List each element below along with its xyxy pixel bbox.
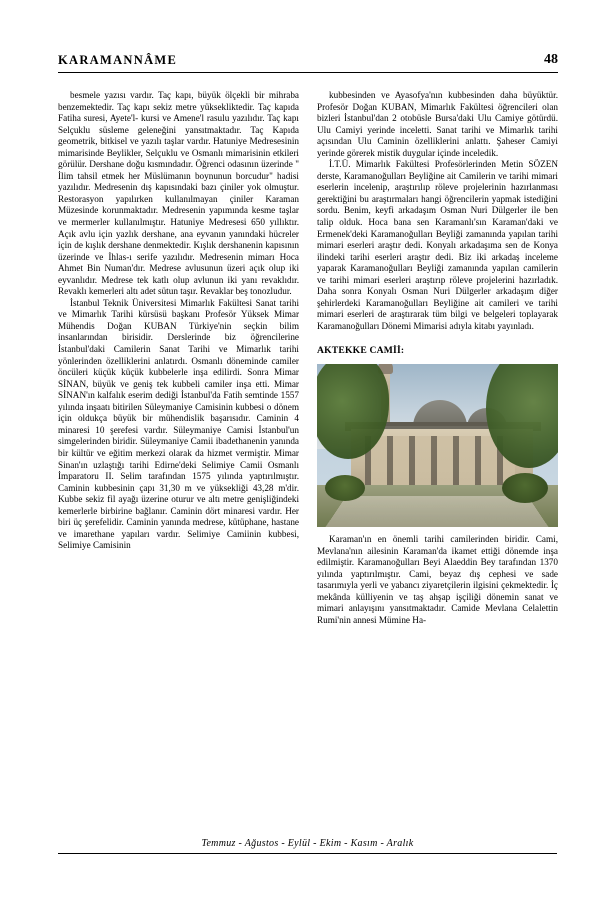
photo-bush-right xyxy=(502,473,548,503)
section-heading-aktekke-camii: AKTEKKE CAMİİ: xyxy=(317,345,405,357)
two-column-body xyxy=(58,90,558,626)
paragraph: İ.T.Ü. Mimarlık Fakültesi Profesörlerinden Metin SÖZEN derste, Karamanoğulları Beyliğine ait Camilerin ve tarihi mimari eserlerin incelenip, araştırılıp röleve projelerinin hazırlanması gerektiğini bu araştırmaları hangi öğrencilerin yapmak istediğini sordu. Benim, keyfi arkadaşım Osman Nuri Dülgerler ile ben talip olduk. Hoca bana sen Karamanlı'sın Karaman'daki ve Ermenek'deki Karamanoğulları Beyliği zamanında yapılan tarihi mimari eserleri araştır dedi. Konyalı arkadaşıma sen de Konya ilindeki tarihi eserleri araştır dedi. Biz iki arkadaş inceleme yaparak Karamanoğulları Beyliği zamanında yapılan camilerin ve tarihi mimari eserleri araştırıp röleve projelerini hazırladık. Daha sonra Konyalı Osman Nuri Dülgerler arkadaşım diğer şehirlerdeki Karamanoğulları Beyliğine ait camileri ve tarihi mimari eserleri de araştırarak tüm bilgi ve belgeleri toplayarak Karamanoğulları Dönemi Mimarisi adıyla kitabı yayınladı. xyxy=(317,159,558,331)
right-column xyxy=(317,90,558,626)
page-content xyxy=(58,52,558,858)
photo-bush-left xyxy=(325,475,365,501)
footer-text: Temmuz - Ağustos - Eylül - Ekim - Kasım - Aralık xyxy=(201,838,414,849)
left-column xyxy=(58,90,299,626)
paragraph: kubbesinden ve Ayasofya'nın kubbesinden daha büyüktür. Profesör Doğan KUBAN, Mimarlık Fakültesi öğrencileri olan bizleri İstanbul'dan 2 otobüsle Bursa'daki Ulu Camiye götürdü. Ulu Camiyi yerinde inceletti. Sanat tarihi ve Mimarlık tarihi açısından Ulu Caminin özelliklerini anlattı. Şaheser Camiyi yerinde görerek mistik duygular içinde inceledik. xyxy=(317,90,558,158)
page-header xyxy=(58,52,558,73)
paragraph: Karaman'ın en önemli tarihi camilerinden biridir. Cami, Mevlana'nın ailesinin Karaman'da ikamet ettiği dönemde inşa edilmiştir. Karamanoğulları Beyi Alaeddin Bey tarafından 1370 yılında yaptırılmıştır. Cami, beyaz dış cephesi ve sade tasarımıyla yerli ve yabancı ziyaretçilerin ilgisini çekmektedir. İç mekânda külliyenin ve taş ahşap işçiliği dönemin sanat ve mimari anlayışını yansıtmaktadır. Camide Mevlana Celalettin Rumi'nin annesi Mümine Ha- xyxy=(317,534,558,625)
photo-portico xyxy=(365,436,515,486)
footer-rule xyxy=(58,853,557,854)
paragraph: İstanbul Teknik Üniversitesi Mimarlık Fakültesi Sanat tarihi ve Mimarlık Tarihi kürsüsü başkanı Profesör Yüksek Mimar Mühendis Doğan KUBAN Türkiye'nin seçkin bilim insanlarından birisidir. Derslerinde biz öğrencilerine İstanbul'daki Camilerin Sanat Tarihi ve Mimarlık tarihi yönlerinden özelliklerini anlatırdı. Osmanlı döneminde camiler öncüleri küçük küçük kubbelerle inşa edilirdi. Sonra Mimar SİNAN, büyük ve geniş tek kubbeli camiler inşa etti. Mimar SİNAN'ın kalfalık eserim dediği İstanbul'da Fatih semtinde 1557 yılında inşaatı bitirilen Süleymaniye Camisinin kubbesi o dönem için oldukça büyük bir mühendislik başarısıdır. Caminin 4 minaresi 10 şerefesi vardır. Süleymaniye Camisi İstanbul'un simgelerinden biridir. Süleymaniye Camii ibadethanenin yanında bir kültür ve eğitim merkezi olarak da hizmet vermiştir. Mimar Sinan'ın uzlaştığı tarihi Edirne'deki Selimiye Camii Osmanlı İmparatoru II. Selim tarafından 1575 yılında yaptırılmıştır. Caminin kubbesinin çapı 31,30 m ve yüksekliği 43,28 m'dir. Kubbe sekiz fil ayağı üzerine oturur ve altı metre genişliğindeki kemerlerle birbirine bağlanır. Caminin dört minaresi vardır. Her biri üç şerefelidir. Caminin yanında medrese, kütüphane, hastane ve imarethane yapıları vardır. Selimiye Camiinin kubbesi, Selimiye Camisinin xyxy=(58,297,299,551)
aktekke-camii-photo xyxy=(317,364,558,527)
page-number: 48 xyxy=(544,52,558,67)
header-title: KARAMANNÂME xyxy=(58,53,178,67)
paragraph: besmele yazısı vardır. Taç kapı, büyük ölçekli bir mihraba benzemektedir. Taç kapı sekiz metre yüksekliktedir. Taç kapıda Fatiha suresi, Ayete'l- kursi ve Amene'l rasulu yazılıdır. Taç kapı Selçuklu süsleme geleneğini yansıtmaktadır. Taç Kapıda geometrik, bitkisel ve yazılı taşlar vardır. Hatuniye Medresesinin mimarisinde Beylikler, Selçuklu ve Osmanlı mimarisinin etkileri görülür. Dershane doğu kısmındadır. Öğrenci odasının üzerinde " İlim tahsil etmek her Müslümanın boynunun borcudur" hadisi yazılıdır. Medresenin dış kapısındaki bazı çiniler yok olmuştur. Restorasyon yapılırken kullanılmayan çiniler Karaman Müzesinde korunmaktadır. Medresenin yapımında kesme taşlar ve mermerler kullanılmıştır. Hatuniye Medresesi 650 yıllıktır. Açık avlu için yazlık dershane, ana eyvanın yanındaki hücreler için de kışlık dershane denmektedir. Kışlık dershanenin kapısının üzerinde ve İhlas-ı serife yazılıdır. Medresenin mimarı Hoca Ahmet Bin Numan'dır. Medrese avlusunun üzeri açık olup iki eyvanlıdır. Medrese tek katlı olup avlunun iki yanı revaklıdır. Revaklı kemerleri altı adet sütun taşır. Revaklar beş tonozludur. xyxy=(58,90,299,297)
page-footer xyxy=(58,838,557,854)
